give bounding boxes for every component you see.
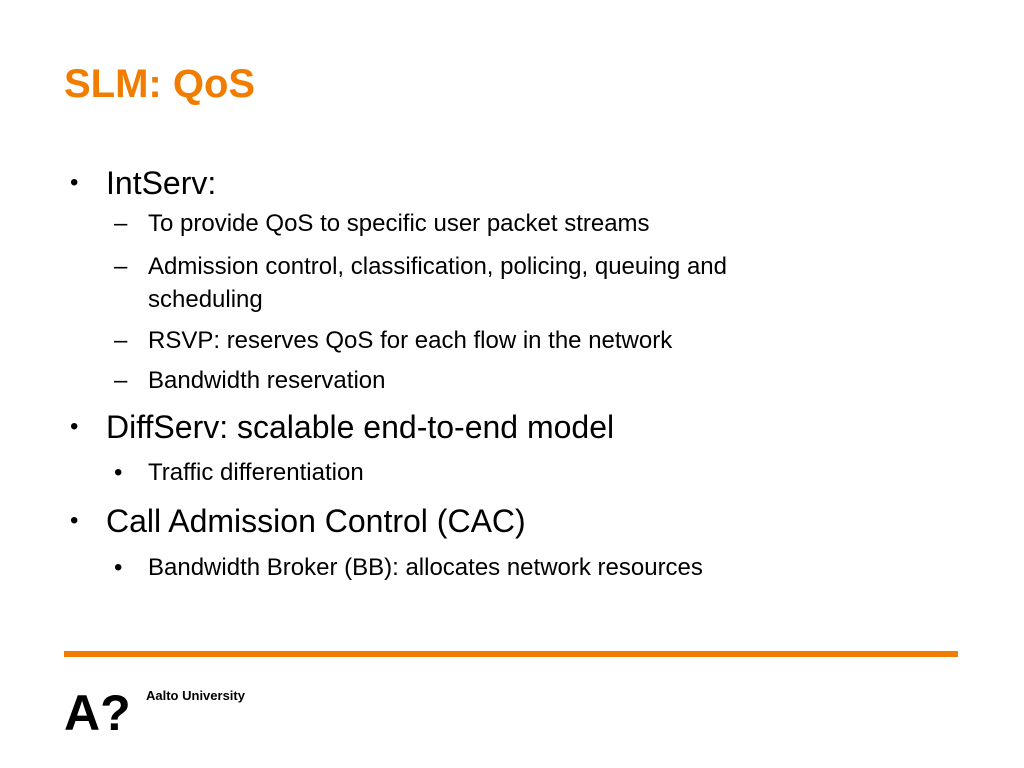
slide-title: SLM: QoS — [64, 62, 256, 106]
sub-item-text: To provide QoS to specific user packet streams — [148, 210, 650, 237]
bullet-marker: • — [70, 507, 79, 534]
footer-divider — [64, 651, 958, 657]
bullet-text: DiffServ: scalable end-to-end model — [106, 409, 615, 445]
dash-marker: – — [114, 253, 128, 280]
sub-item-text: Admission control, classification, policing, queuing and — [148, 253, 727, 280]
bullet-text: Call Admission Control (CAC) — [106, 503, 526, 539]
dash-marker: – — [114, 367, 128, 394]
logo-mark-text: A? — [64, 688, 131, 732]
bullet-marker: • — [114, 459, 123, 486]
sub-item-text: Bandwidth Broker (BB): allocates network resources — [148, 554, 703, 581]
sub-item-text: Traffic differentiation — [148, 459, 364, 486]
sub-item-text: RSVP: reserves QoS for each flow in the network — [148, 327, 673, 354]
bullet-marker: • — [114, 554, 123, 581]
aalto-logo-mark — [64, 688, 134, 732]
dash-marker: – — [114, 327, 128, 354]
sub-item-text-continued: scheduling — [148, 286, 263, 313]
dash-marker: – — [114, 210, 128, 237]
bullet-marker: • — [70, 413, 79, 440]
sub-item-text: Bandwidth reservation — [148, 367, 386, 394]
institution-name: Aalto University — [146, 688, 245, 703]
bullet-marker: • — [70, 169, 79, 196]
bullet-text: IntServ: — [106, 165, 217, 201]
